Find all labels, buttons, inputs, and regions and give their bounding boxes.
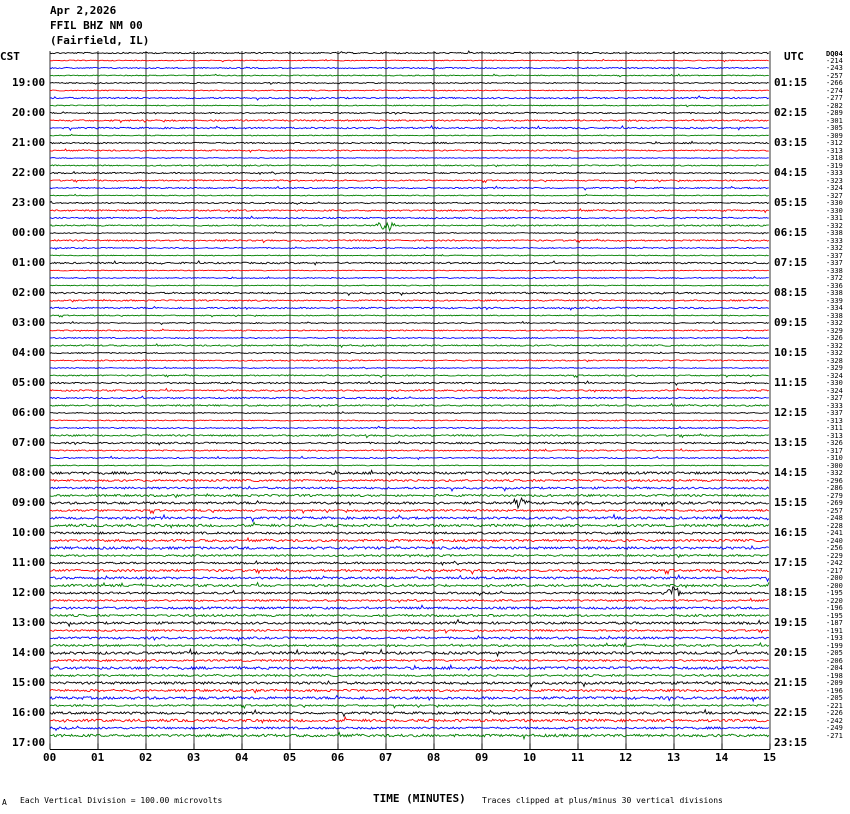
trace-value-label: -257 (826, 506, 843, 515)
trace-value-label: -319 (826, 161, 843, 170)
trace-value-label: -200 (826, 581, 843, 590)
trace-value-label: -279 (826, 491, 843, 500)
seismic-trace (50, 568, 769, 574)
x-tick-label: 08 (427, 750, 441, 764)
trace-value-label: -220 (826, 596, 843, 605)
seismic-trace (50, 59, 769, 61)
seismic-trace (50, 494, 769, 498)
seismic-trace (50, 434, 769, 438)
seismic-trace (50, 194, 769, 196)
x-tick-label: 05 (283, 750, 297, 764)
left-time-label: 14:00 (12, 646, 46, 659)
right-time-label: 11:15 (774, 376, 808, 389)
right-time-label: 08:15 (774, 286, 808, 299)
trace-value-label: -205 (826, 649, 843, 657)
trace-value-label: -330 (826, 199, 843, 207)
trace-value-label: -324 (826, 371, 843, 380)
seismic-trace (50, 126, 769, 130)
trace-value-label: -217 (826, 566, 843, 575)
trace-value-label: -195 (826, 589, 843, 597)
trace-value-label: -249 (826, 724, 843, 732)
seismic-trace (50, 277, 769, 279)
left-time-label: 09:00 (12, 496, 46, 509)
trace-value-label: -333 (826, 236, 843, 245)
x-tick-label: 13 (667, 750, 681, 764)
seismic-trace (50, 498, 769, 508)
trace-value-label: -337 (826, 251, 843, 260)
seismic-trace (50, 352, 769, 353)
trace-value-label: -266 (826, 79, 843, 87)
trace-value-label: -324 (826, 386, 843, 395)
seismic-trace (50, 112, 769, 115)
seismic-trace (50, 620, 769, 626)
seismic-trace (50, 96, 769, 100)
trace-value-label: -327 (826, 191, 843, 200)
trace-value-label: -313 (826, 416, 843, 425)
trace-value-label: -338 (826, 266, 843, 275)
seismic-trace (50, 630, 769, 633)
right-time-label: 01:15 (774, 76, 808, 89)
seismic-trace (50, 134, 769, 136)
x-tick-label: 01 (91, 750, 105, 764)
trace-value-label: -327 (826, 394, 843, 402)
trace-value-label: -286 (826, 484, 843, 492)
trace-value-label: -198 (826, 671, 843, 680)
seismic-trace (50, 254, 769, 256)
seismic-trace (50, 486, 769, 491)
trace-value-label: -336 (826, 281, 843, 290)
seismic-trace (50, 179, 769, 182)
left-time-label: 05:00 (12, 376, 46, 389)
seismic-trace (50, 307, 769, 310)
left-time-label: 01:00 (12, 256, 46, 269)
right-timezone: UTC (784, 50, 804, 63)
seismic-trace (50, 726, 769, 730)
left-time-label: 11:00 (12, 556, 46, 569)
right-time-label: 02:15 (774, 106, 808, 119)
trace-value-label: -187 (826, 619, 843, 627)
trace-value-label: -332 (826, 349, 843, 357)
x-tick-label: 00 (43, 750, 57, 764)
seismic-trace (50, 705, 769, 708)
trace-value-label: -338 (826, 311, 843, 320)
x-tick-label: 03 (187, 750, 201, 764)
left-time-label: 17:00 (12, 736, 46, 749)
footer-clip-note: Traces clipped at plus/minus 30 vertical divisions (482, 796, 723, 805)
seismic-trace (50, 710, 769, 717)
trace-value-label: -326 (826, 334, 843, 342)
seismic-trace (50, 119, 769, 122)
trace-value-label: -332 (826, 319, 843, 327)
seismic-trace (50, 322, 769, 325)
seismic-trace (50, 82, 769, 84)
right-time-label: 05:15 (774, 196, 808, 209)
seismic-trace (50, 696, 769, 702)
right-time-label: 07:15 (774, 256, 808, 269)
left-time-label: 12:00 (12, 586, 46, 599)
trace-value-label: -323 (826, 176, 843, 185)
trace-value-label: -282 (826, 101, 843, 110)
trace-value-label: -311 (826, 424, 843, 432)
left-time-label: 03:00 (12, 316, 46, 329)
seismic-trace (50, 388, 769, 391)
right-time-label: 03:15 (774, 136, 808, 149)
trace-value-label: -309 (826, 131, 843, 140)
x-tick-label: 02 (139, 750, 153, 764)
seismic-trace (50, 149, 769, 152)
seismic-trace (50, 470, 769, 474)
trace-value-label: -205 (826, 694, 843, 702)
seismic-trace (50, 479, 769, 481)
header-date: Apr 2,2026 (50, 4, 117, 17)
top-right-label: DQ04 (826, 50, 843, 58)
seismic-trace (50, 165, 769, 167)
seismic-trace (50, 643, 769, 647)
x-tick-label: 14 (715, 750, 729, 764)
seismic-trace (50, 465, 769, 466)
right-time-label: 22:15 (774, 706, 808, 719)
seismic-trace (50, 598, 769, 602)
trace-value-label: -241 (826, 529, 843, 537)
seismic-trace (50, 681, 769, 687)
seismic-trace (50, 515, 769, 522)
x-tick-label: 07 (379, 750, 393, 764)
right-time-label: 14:15 (774, 466, 808, 479)
seismic-trace (50, 561, 769, 565)
left-time-label: 10:00 (12, 526, 46, 539)
seismic-trace (50, 261, 769, 265)
x-tick-label: 12 (619, 750, 633, 764)
trace-value-label: -257 (826, 71, 843, 80)
trace-value-label: -229 (826, 551, 843, 560)
seismic-trace (50, 614, 769, 616)
seismic-trace (50, 141, 769, 144)
trace-value-label: -191 (826, 626, 843, 635)
seismic-trace (50, 538, 769, 544)
trace-value-label: -313 (826, 431, 843, 440)
right-time-label: 04:15 (774, 166, 808, 179)
trace-value-label: -277 (826, 94, 843, 102)
seismic-trace (50, 420, 769, 421)
trace-value-label: -301 (826, 116, 843, 125)
seismic-trace (50, 209, 769, 213)
seismic-trace (50, 247, 769, 250)
trace-value-label: -193 (826, 634, 843, 642)
seismic-trace (50, 239, 769, 242)
right-time-label: 16:15 (774, 526, 808, 539)
trace-value-label: -242 (826, 559, 843, 567)
left-time-label: 20:00 (12, 106, 46, 119)
seismic-trace (50, 172, 769, 175)
trace-value-label: -317 (826, 446, 843, 455)
right-time-label: 23:15 (774, 736, 808, 749)
right-time-label: 13:15 (774, 436, 808, 449)
left-time-label: 21:00 (12, 136, 46, 149)
seismic-trace (50, 285, 769, 286)
trace-value-label: -333 (826, 401, 843, 410)
seismic-trace (50, 51, 769, 54)
right-time-label: 15:15 (774, 496, 808, 509)
trace-value-label: -274 (826, 86, 843, 95)
trace-value-label: -305 (826, 124, 843, 132)
left-time-label: 23:00 (12, 196, 46, 209)
trace-value-label: -330 (826, 379, 843, 387)
x-axis-label: TIME (MINUTES) (373, 792, 466, 805)
trace-value-label: -248 (826, 514, 843, 522)
trace-value-label: -332 (826, 221, 843, 230)
seismic-trace (50, 649, 769, 656)
trace-value-label: -329 (826, 326, 843, 335)
trace-value-label: -300 (826, 461, 843, 470)
right-time-label: 19:15 (774, 616, 808, 629)
trace-value-label: -338 (826, 289, 843, 297)
trace-value-label: -331 (826, 214, 843, 222)
trace-value-label: -338 (826, 229, 843, 237)
right-time-label: 20:15 (774, 646, 808, 659)
trace-value-label: -195 (826, 611, 843, 620)
trace-value-label: -333 (826, 169, 843, 177)
seismic-trace (50, 396, 769, 400)
seismic-trace (50, 587, 769, 596)
header-location: (Fairfield, IL) (50, 34, 150, 47)
x-tick-label: 10 (523, 750, 537, 764)
seismic-trace (50, 636, 769, 641)
right-time-label: 10:15 (774, 346, 808, 359)
trace-value-label: -214 (826, 56, 843, 65)
trace-value-label: -196 (826, 604, 843, 612)
seismic-trace (50, 449, 769, 451)
trace-value-label: -240 (826, 536, 843, 545)
seismic-trace (50, 344, 769, 347)
header-station: FFIL BHZ NM 00 (50, 19, 143, 32)
trace-value-label: -199 (826, 641, 843, 650)
trace-value-label: -226 (826, 709, 843, 717)
trace-value-label: -310 (826, 454, 843, 462)
trace-value-label: -204 (826, 664, 843, 672)
trace-value-label: -312 (826, 139, 843, 147)
left-time-label: 04:00 (12, 346, 46, 359)
x-tick-label: 15 (763, 750, 777, 764)
seismic-trace (50, 605, 769, 609)
seismic-trace (50, 105, 769, 107)
seismic-trace (50, 522, 769, 527)
right-time-label: 12:15 (774, 406, 808, 419)
seismic-trace (50, 67, 769, 69)
x-tick-label: 06 (331, 750, 345, 764)
seismic-trace (50, 374, 769, 377)
trace-value-label: -324 (826, 184, 843, 192)
seismic-trace (50, 329, 769, 332)
seismic-trace (50, 337, 769, 339)
right-time-label: 18:15 (774, 586, 808, 599)
seismic-trace (50, 157, 769, 158)
trace-value-label: -243 (826, 64, 843, 72)
left-time-label: 15:00 (12, 676, 46, 689)
trace-value-label: -221 (826, 701, 843, 710)
x-tick-label: 11 (571, 750, 585, 764)
seismic-trace (50, 510, 769, 514)
trace-value-label: -328 (826, 356, 843, 365)
left-time-label: 00:00 (12, 226, 46, 239)
right-time-label: 21:15 (774, 676, 808, 689)
seismic-trace (50, 216, 769, 219)
trace-value-label: -206 (826, 656, 843, 665)
seismic-trace (50, 223, 769, 231)
trace-value-label: -332 (826, 469, 843, 477)
seismic-trace (50, 404, 769, 407)
left-time-label: 06:00 (12, 406, 46, 419)
x-tick-label: 04 (235, 750, 249, 764)
trace-value-label: -196 (826, 686, 843, 695)
seismic-trace (50, 74, 769, 77)
seismic-trace (50, 299, 769, 301)
seismic-trace (50, 367, 769, 369)
left-time-label: 08:00 (12, 466, 46, 479)
seismic-trace (50, 717, 769, 723)
trace-value-label: -337 (826, 409, 843, 417)
trace-value-label: -269 (826, 499, 843, 507)
seismic-trace (50, 381, 769, 385)
right-time-label: 09:15 (774, 316, 808, 329)
trace-value-label: -339 (826, 296, 843, 305)
seismic-trace (50, 733, 769, 739)
left-time-label: 07:00 (12, 436, 46, 449)
seismic-trace (50, 360, 769, 362)
seismic-trace (50, 186, 769, 190)
seismic-trace (50, 532, 769, 534)
left-time-label: 16:00 (12, 706, 46, 719)
x-tick-label: 09 (475, 750, 489, 764)
trace-value-label: -228 (826, 521, 843, 530)
right-time-label: 06:15 (774, 226, 808, 239)
seismic-trace (50, 660, 769, 662)
footer-division-note: Each Vertical Division = 100.00 microvolts (20, 796, 223, 805)
seismic-trace (50, 232, 769, 234)
trace-value-label: -296 (826, 476, 843, 485)
seismic-trace (50, 201, 769, 204)
trace-value-label: -332 (826, 341, 843, 350)
seismic-trace (50, 575, 769, 581)
trace-value-label: -271 (826, 731, 843, 740)
trace-value-label: -318 (826, 154, 843, 162)
seismic-trace (50, 456, 769, 459)
trace-value-label: -330 (826, 206, 843, 215)
trace-value-label: -289 (826, 109, 843, 117)
trace-value-label: -337 (826, 259, 843, 267)
trace-value-label: -200 (826, 574, 843, 582)
trace-value-label: -256 (826, 544, 843, 552)
seismic-trace (50, 292, 769, 296)
seismic-trace (50, 582, 769, 587)
trace-value-label: -329 (826, 364, 843, 372)
trace-value-label: -334 (826, 304, 843, 312)
seismic-trace (50, 315, 769, 317)
seismic-trace (50, 689, 769, 693)
footer-mark: A (2, 798, 7, 807)
left-time-label: 22:00 (12, 166, 46, 179)
trace-value-label: -313 (826, 146, 843, 155)
seismic-trace (50, 554, 769, 557)
seismic-trace (50, 412, 769, 414)
left-time-label: 02:00 (12, 286, 46, 299)
right-time-label: 17:15 (774, 556, 808, 569)
left-time-label: 19:00 (12, 76, 46, 89)
trace-value-label: -242 (826, 716, 843, 725)
seismic-trace (50, 426, 769, 429)
seismic-trace (50, 546, 769, 549)
trace-value-label: -332 (826, 244, 843, 252)
seismic-trace (50, 665, 769, 670)
left-timezone: CST (0, 50, 20, 63)
left-time-label: 13:00 (12, 616, 46, 629)
seismic-trace (50, 90, 769, 91)
trace-value-label: -326 (826, 439, 843, 447)
seismic-trace (50, 441, 769, 445)
seismic-trace (50, 270, 769, 271)
trace-value-label: -209 (826, 679, 843, 687)
seismic-trace (50, 675, 769, 677)
trace-value-label: -372 (826, 274, 843, 282)
